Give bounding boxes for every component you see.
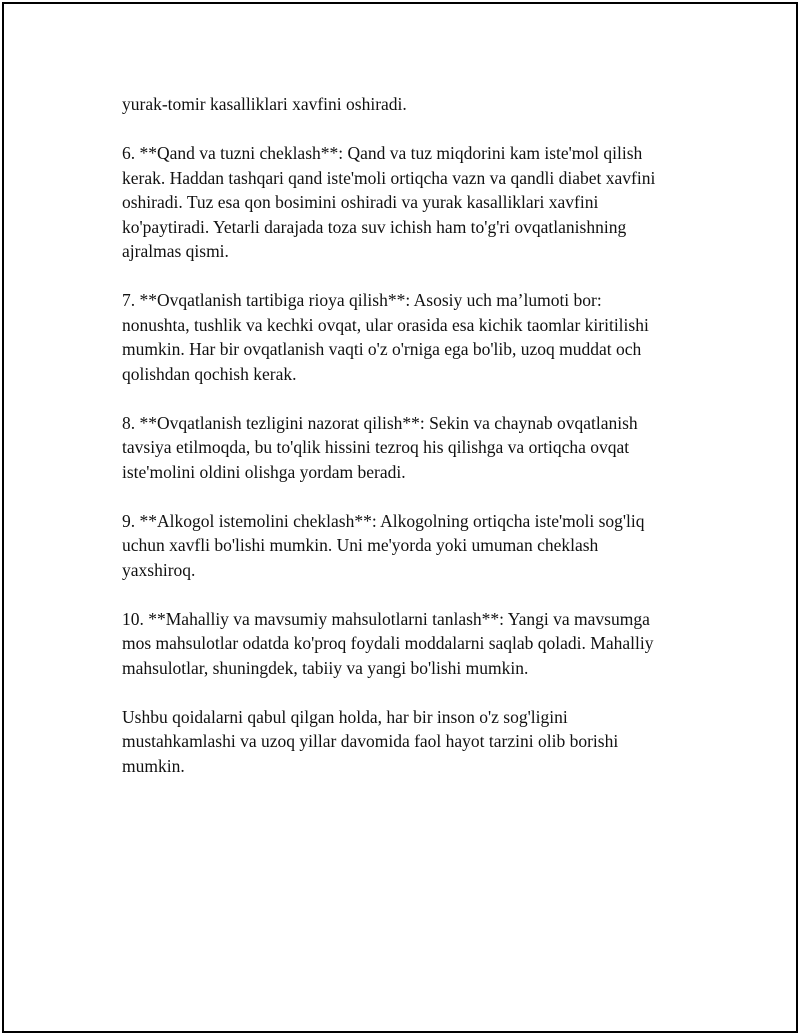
paragraph-continuation: yurak-tomir kasalliklari xavfini oshiradi. [122,94,407,114]
page-frame [2,2,798,1033]
document-body [122,92,692,778]
paragraph-item-9: 9. **Alkogol istemolini cheklash**: Alkogolning ortiqcha iste'moli sog'liq uchun xavfli bo'lishi mumkin. Uni me'yorda yoki umuman cheklash yaxshiroq. [122,510,645,580]
paragraph-item-10: 10. **Mahalliy va mavsumiy mahsulotlarni tanlash**: Yangi va mavsumga mos mahsulotlar odatda ko'proq foydali moddalarni saqlab qoladi. Mahalliy mahsulotlar, shuningdek, tabiiy va yangi bo'lishi mumkin. [122,608,654,678]
paragraph-item-8: 8. **Ovqatlanish tezligini nazorat qilish**: Sekin va chaynab ovqatlanish tavsiya etilmoqda, bu to'qlik hissini tezroq his qilishga va ortiqcha ovqat iste'molini oldini olishga yordam beradi. [122,412,638,482]
paragraph-item-6: 6. **Qand va tuzni cheklash**: Qand va tuz miqdorini kam iste'mol qilish kerak. Haddan tashqari qand iste'moli ortiqcha vazn va qandli diabet xavfini oshiradi. Tuz esa qon bosimini oshiradi va yurak kasalliklari xavfini ko'paytiradi. Yetarli darajada toza suv ichish ham to'g'ri ovqatlanishning ajralmas qismi. [122,143,656,261]
paragraph-conclusion: Ushbu qoidalarni qabul qilgan holda, har bir inson o'z sog'ligini mustahkamlashi va uzoq yillar davomida faol hayot tarzini olib borishi mumkin. [122,706,619,776]
paragraph-item-7: 7. **Ovqatlanish tartibiga rioya qilish**: Asosiy uch ma’lumoti bor: nonushta, tushlik va kechki ovqat, ular orasida esa kichik taomlar kiritilishi mumkin. Har bir ovqatlanish vaqti o'z o'rniga ega bo'lib, uzoq muddat och qolishdan qochish kerak. [122,290,649,384]
